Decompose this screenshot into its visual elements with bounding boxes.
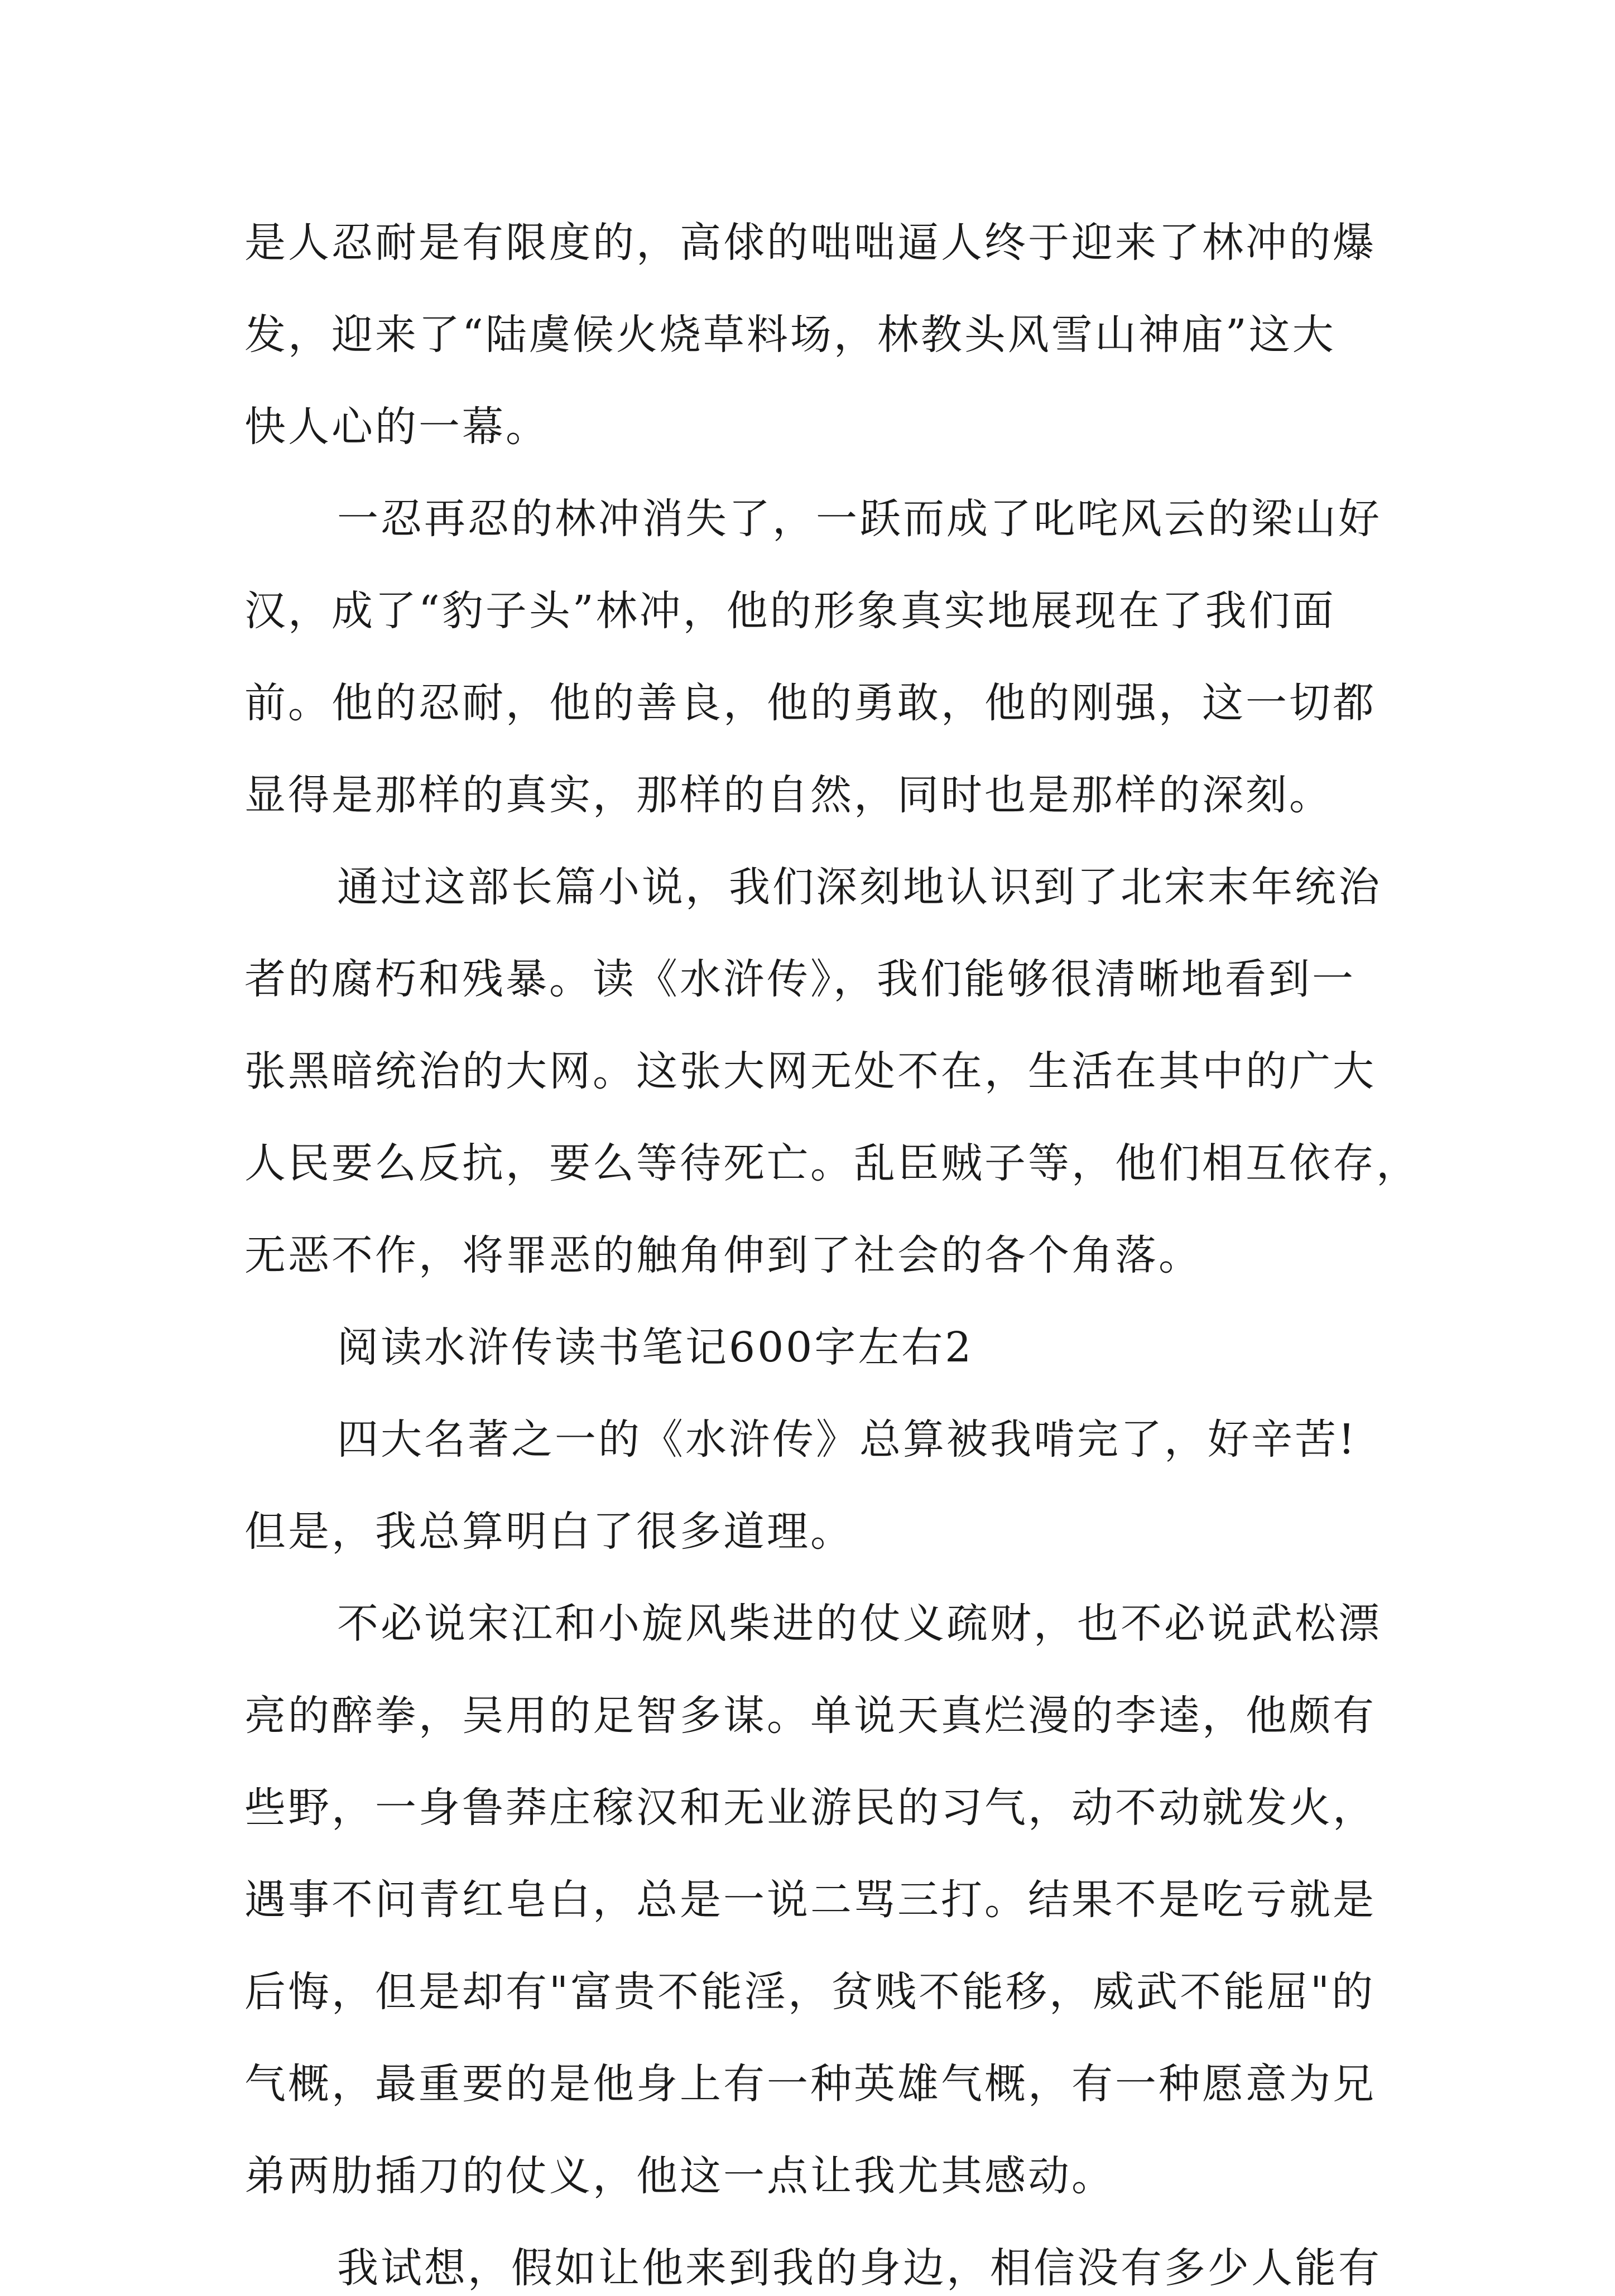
- text-line: 些野，一身鲁莽庄稼汉和无业游民的习气，动不动就发火，: [244, 1784, 1376, 1832]
- text-line: 无恶不作，将罪恶的触角伸到了社会的各个角落。: [244, 1231, 1202, 1279]
- text-line: 者的腐朽和残暴。读《水浒传》，我们能够很清晰地看到一: [244, 955, 1356, 1003]
- text-line: 后悔，但是却有"富贵不能淫，贫贱不能移，威武不能屈"的: [244, 1968, 1376, 2016]
- text-line: 张黑暗统治的大网。这张大网无处不在，生活在其中的广大: [244, 1047, 1376, 1095]
- text-line: 气概，最重要的是他身上有一种英雄气概，有一种愿意为兄: [244, 2060, 1376, 2108]
- text-line: 弟两肋插刀的仗义，他这一点让我尤其感动。: [244, 2152, 1115, 2200]
- section-heading: 阅读水浒传读书笔记600字左右2: [337, 1323, 974, 1371]
- text-line: 快人心的一幕。: [244, 403, 549, 451]
- text-line: 前。他的忍耐，他的善良，他的勇敢，他的刚强，这一切都: [244, 679, 1376, 727]
- text-line: 汉，成了“豹子头”林冲，他的形象真实地展现在了我们面: [244, 587, 1336, 635]
- text-line: 显得是那样的真实，那样的自然，同时也是那样的深刻。: [244, 771, 1333, 819]
- text-line: 发，迎来了“陆虞候火烧草料场，林教头风雪山神庙”这大: [244, 311, 1336, 359]
- text-line: 亮的醉拳，吴用的足智多谋。单说天真烂漫的李逵，他颇有: [244, 1692, 1376, 1740]
- text-line: 遇事不问青红皂白，总是一说二骂三打。结果不是吃亏就是: [244, 1876, 1376, 1924]
- paragraph-start: 通过这部长篇小说，我们深刻地认识到了北宋末年统治: [337, 863, 1382, 911]
- paragraph-start: 四大名著之一的《水浒传》总算被我啃完了，好辛苦!: [337, 1416, 1357, 1464]
- paragraph-start: 我试想，假如让他来到我的身边，相信没有多少人能有: [337, 2244, 1382, 2292]
- paragraph-start: 一忍再忍的林冲消失了，一跃而成了叱咤风云的梁山好: [337, 495, 1382, 543]
- text-line: 是人忍耐是有限度的，高俅的咄咄逼人终于迎来了林冲的爆: [244, 219, 1376, 267]
- paragraph-start: 不必说宋江和小旋风柴进的仗义疏财，也不必说武松漂: [337, 1600, 1382, 1648]
- text-line: 人民要么反抗，要么等待死亡。乱臣贼子等，他们相互依存，: [244, 1139, 1420, 1187]
- text-line: 但是，我总算明白了很多道理。: [244, 1508, 854, 1556]
